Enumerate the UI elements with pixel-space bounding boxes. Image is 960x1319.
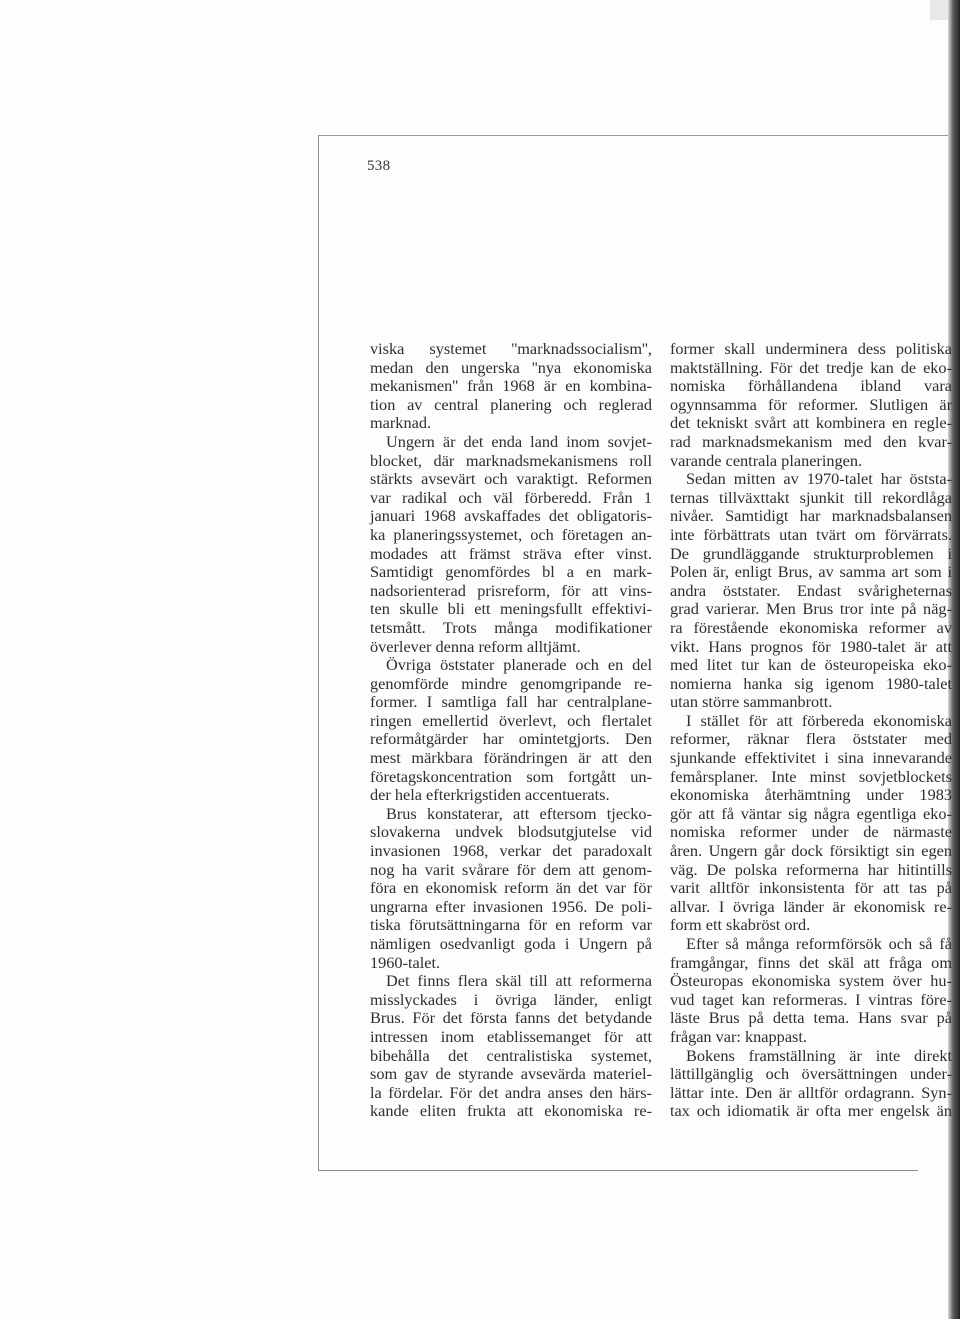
- text-line: mekanismen'' från 1968 är en kombina-: [370, 376, 652, 396]
- text-line: överlever denna reform alltjämt.: [370, 636, 581, 656]
- text-line: vud taget kan reformeras. I vintras före-: [670, 989, 952, 1009]
- text-line: ten skulle bli ett meningsfullt effektivi-: [370, 599, 652, 619]
- text-line: var radikal och väl förberedd. Från 1: [370, 487, 652, 507]
- text-line: företagskoncentration som fortgått un-: [370, 766, 652, 786]
- text-line: intressen inom etablissemanget för att: [370, 1026, 652, 1046]
- text-line: ringen emellertid överlevt, och flertalet: [370, 710, 652, 730]
- text-line: mest märkbara förändringen är att den: [370, 748, 652, 768]
- text-column-left: [370, 340, 652, 1121]
- text-line: andra öststater. Endast svårigheternas: [670, 580, 952, 600]
- text-line: Det finns flera skäl till att reformerna: [386, 971, 652, 991]
- text-line: framgångar, finns det skäl att fråga om: [670, 952, 952, 972]
- text-line: ungrarna efter invasionen 1956. De poli-: [370, 896, 652, 916]
- text-line: viska systemet ''marknadssocialism'',: [370, 339, 652, 358]
- text-line: 1960-talet.: [370, 952, 441, 972]
- text-line: Samtidigt genomfördes bl a en mark-: [370, 562, 652, 582]
- text-line: tax och idiomatik är ofta mer engelsk än: [670, 1101, 952, 1121]
- text-line: Ungern är det enda land inom sovjet-: [386, 431, 652, 451]
- text-line: grad varierar. Men Brus tror inte på näg-: [670, 599, 952, 619]
- text-line: bibehålla det centralistiska systemet,: [370, 1045, 652, 1065]
- text-line: genomförde mindre genomgripande re-: [370, 673, 652, 693]
- text-line: blocket, där marknadsmekanismens roll: [370, 450, 652, 470]
- text-line: ra förestående ekonomiska reformer av: [670, 617, 952, 637]
- text-line: åren. Ungern går dock försiktigt sin egen: [670, 841, 952, 861]
- text-line: medan den ungerska ''nya ekonomiska: [370, 357, 652, 377]
- text-line: der hela efterkrigstiden accentuerats.: [370, 785, 610, 805]
- text-line: allvar. I övriga länder är ekonomisk re-: [670, 896, 952, 916]
- text-line: föra en ekonomisk reform än det var för: [370, 878, 652, 898]
- text-line: nog ha varit svårare för dem att genom-: [370, 859, 652, 879]
- page-frame-left-edge: [318, 135, 319, 1170]
- text-line: nivåer. Samtidigt har marknadsbalansen: [670, 506, 952, 526]
- text-line: gör att få väntar sig några egentliga eko-: [670, 803, 952, 823]
- text-line: Sedan mitten av 1970-talet har öststa-: [686, 469, 952, 489]
- text-line: slovakerna undvek blodsutgjutelse vid: [370, 822, 652, 842]
- text-column-right: [670, 340, 952, 1121]
- text-line: rad marknadsmekanism med den kvar-: [670, 431, 952, 451]
- text-line: inte förbättrats utan tvärt om förvärrats.: [670, 524, 952, 544]
- text-line: marknad.: [370, 413, 432, 433]
- text-line: nämligen osedvanligt goda i Ungern på: [370, 934, 652, 953]
- text-line: varit alltför inkonsistenta för att tas på: [670, 878, 952, 898]
- text-line: I stället för att förbereda ekonomiska: [686, 710, 952, 730]
- text-line: ekonomiska återhämtning under 1983: [670, 785, 952, 805]
- text-line: utan större sammanbrott.: [670, 692, 833, 712]
- text-line: Övriga öststater planerade och en del: [386, 655, 652, 675]
- text-line: väg. De polska reformerna har hitintills: [670, 859, 952, 879]
- text-line: lättillgänglig och översättningen under-: [670, 1064, 952, 1084]
- text-line: kande eliten frukta att ekonomiska re-: [370, 1101, 652, 1121]
- text-line: varande centrala planeringen.: [670, 450, 863, 470]
- text-line: modades att främst sträva efter vinst.: [370, 543, 652, 563]
- text-line: ka planeringssystemet, och företagen an-: [370, 524, 652, 544]
- page-frame-top-edge: [318, 135, 960, 136]
- text-line: tiska förutsättningarna för en reform var: [370, 915, 652, 935]
- text-line: nomierna hanka sig igenom 1980-talet: [670, 673, 952, 693]
- text-line: som gav de styrande avsevärda materiel-: [370, 1064, 652, 1084]
- text-line: ternas tillväxttakt sjunkit till rekordlåga: [670, 487, 952, 507]
- text-line: reformer, räknar flera öststater med: [670, 729, 952, 749]
- text-line: Polen är, enligt Brus, av samma art som i: [670, 562, 952, 582]
- text-line: maktställning. För det tredje kan de eko-: [670, 357, 952, 377]
- text-line: ogynnsamma för reformer. Slutligen är: [670, 394, 952, 414]
- text-line: vikt. Hans prognos för 1980-talet är att: [670, 636, 952, 656]
- text-line: reformåtgärder har omintetgjorts. Den: [370, 729, 652, 749]
- text-line: Brus konstaterar, att eftersom tjecko-: [386, 803, 652, 823]
- text-line: nadsorienterad prisreform, för att vins-: [370, 580, 652, 600]
- text-line: former skall underminera dess politiska: [670, 340, 952, 358]
- text-line: sjunkande effektivitet i sina innevarande: [670, 748, 952, 768]
- text-line: tetsmått. Trots många modifikationer: [370, 617, 652, 637]
- text-line: former. I samtliga fall har centralplane-: [370, 692, 652, 712]
- text-line: läste Brus på detta tema. Hans svar på: [670, 1008, 952, 1028]
- text-line: tion av central planering och reglerad: [370, 394, 652, 414]
- text-line: De grundläggande strukturproblemen i: [670, 543, 952, 563]
- text-line: nomiska reformer under de närmaste: [670, 822, 952, 842]
- text-line: misslyckades i övriga länder, enligt: [370, 989, 652, 1009]
- text-line: Brus. För det första fanns det betydande: [370, 1008, 652, 1028]
- text-line: nomiska förhållandena ibland vara: [670, 376, 952, 396]
- page-number: 538: [367, 158, 391, 174]
- text-line: frågan var: knappast.: [670, 1026, 807, 1046]
- text-line: Östeuropas ekonomiska system över hu-: [670, 971, 952, 991]
- text-line: Bokens framställning är inte direkt: [686, 1045, 952, 1065]
- text-line: med litet tur kan de östeuropeiska eko-: [670, 655, 952, 675]
- text-line: januari 1968 avskaffades det obligatoris-: [370, 506, 652, 526]
- text-line: stärkts avsevärt och varaktigt. Reformen: [370, 469, 652, 489]
- text-line: la fördelar. För det andra anses den härs-: [370, 1082, 652, 1102]
- text-line: femårsplaner. Inte minst sovjetblockets: [670, 766, 952, 786]
- text-line: Efter så många reformförsök och så få: [686, 934, 952, 953]
- text-line: lättar inte. Den är alltför ordagrann. Syn-: [670, 1082, 952, 1102]
- page-frame-bottom-edge: [318, 1170, 918, 1171]
- text-line: form ett skabröst ord.: [670, 915, 811, 935]
- text-line: det tekniskt svårt att kombinera en regle-: [670, 413, 952, 433]
- text-line: invasionen 1968, verkar det paradoxalt: [370, 841, 652, 861]
